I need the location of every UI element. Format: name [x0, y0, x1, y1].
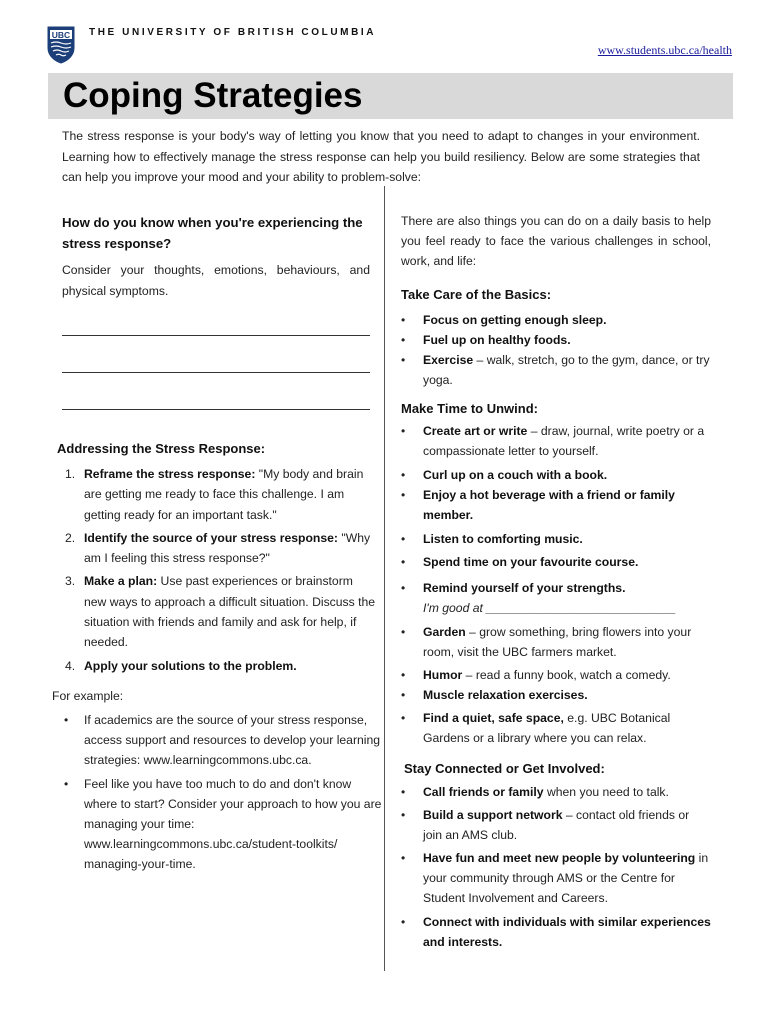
- connect-item: [401, 912, 711, 952]
- university-name: THE UNIVERSITY OF BRITISH COLUMBIA: [89, 27, 377, 38]
- ubc-logo: [46, 26, 76, 64]
- basics-title: Focus on getting enough sleep.: [423, 313, 607, 327]
- step-title: Identify the source of your stress response:: [84, 530, 338, 545]
- addressing-section: [57, 440, 377, 679]
- unwind-title: Curl up on a couch with a book.: [423, 468, 608, 482]
- connect-list: [401, 782, 711, 952]
- bullet-icon: •: [401, 688, 406, 702]
- basics-text: – walk, stretch, go to the gym, dance, or try yoga.: [423, 353, 710, 387]
- step-number: 3.: [65, 574, 76, 589]
- bullet-icon: •: [401, 424, 406, 438]
- health-url-link[interactable]: www.students.ubc.ca/health: [597, 43, 732, 57]
- bullet-icon: •: [401, 668, 406, 682]
- bullet-icon: •: [401, 711, 406, 725]
- connect-title: Have fun and meet new people by volunteering: [423, 851, 696, 865]
- write-in-line-1[interactable]: [62, 335, 370, 336]
- bullet-icon: •: [401, 313, 406, 327]
- unwind-item: [401, 665, 711, 685]
- basics-item: [401, 330, 711, 350]
- unwind-text: e.g. UBC Botanical Gardens or a library where you can relax.: [423, 711, 671, 745]
- unwind-title: Garden: [423, 625, 466, 639]
- example-item: [52, 774, 382, 874]
- step-number: 4.: [65, 658, 76, 673]
- bullet-icon: •: [401, 555, 406, 569]
- unwind-title: Enjoy a hot beverage with a friend or family member.: [423, 488, 675, 522]
- step-item: [57, 528, 377, 569]
- bullet-icon: •: [401, 808, 406, 822]
- unwind-title: Listen to comforting music.: [423, 532, 583, 546]
- connect-title: Build a support network: [423, 808, 563, 822]
- step-text: Use past experiences or brainstorm new ways to approach a difficult situation. Discuss the situation with friends and family and ask for help, if needed.: [84, 574, 376, 650]
- basics-title: Exercise: [423, 353, 474, 367]
- basics-item: [401, 350, 711, 390]
- basics-item: [401, 310, 711, 330]
- unwind-heading: Make Time to Unwind:: [401, 401, 538, 416]
- unwind-item: [401, 578, 711, 618]
- step-text: "My body and brain are getting me ready to face this challenge. I am getting ready for an important task.": [84, 467, 364, 522]
- page-title: Coping Strategies: [63, 76, 363, 115]
- unwind-title: Muscle relaxation exercises.: [423, 688, 588, 702]
- basics-list: [401, 310, 711, 390]
- unwind-item: [401, 485, 711, 525]
- bullet-icon: •: [401, 333, 406, 347]
- examples-list: [52, 710, 382, 874]
- bullet-icon: •: [401, 532, 406, 546]
- column-divider: [384, 186, 385, 971]
- unwind-text: – draw, journal, write poetry or a compassionate letter to yourself.: [423, 424, 705, 458]
- unwind-fill-in: I'm good at ____________________________: [423, 601, 677, 615]
- connect-text: in your community through AMS or the Centre for Student Involvement and Careers.: [423, 851, 709, 905]
- intro-paragraph: The stress response is your body's way of letting you know that you need to adapt to changes in your environment. Learning how to effectively manage the stress response can help you build resiliency. Below are some strategies that can help you improve your mood and your ability to problem-solve:: [62, 129, 700, 185]
- right-intro: There are also things you can do on a daily basis to help you feel ready to face the various challenges in school, work, and life:: [401, 214, 711, 268]
- write-in-line-3[interactable]: [62, 409, 370, 410]
- bullet-icon: •: [401, 488, 406, 502]
- write-in-line-2[interactable]: [62, 372, 370, 373]
- unwind-text: – grow something, bring flowers into your room, visit the UBC farmers market.: [423, 625, 692, 659]
- step-number: 1.: [65, 467, 76, 481]
- step-item: [57, 571, 377, 652]
- bullet-icon: •: [401, 915, 406, 929]
- step-title: Make a plan:: [84, 574, 158, 589]
- unwind-item: [401, 622, 711, 662]
- unwind-item: [401, 685, 711, 705]
- connect-title: Connect with individuals with similar experiences and interests.: [423, 915, 711, 949]
- steps-list: [57, 464, 377, 676]
- bullet-icon: •: [401, 785, 406, 799]
- logo-text: UBC: [51, 30, 71, 40]
- bullet-icon: •: [401, 851, 406, 865]
- connect-item: [401, 848, 711, 908]
- bullet-icon: •: [64, 713, 69, 727]
- example-text: Feel like you have too much to do and don't know where to start? Consider your approach to how you are managing your time: www.learningcommons.ubc.ca/student-toolkits/ managing-your-time.: [84, 777, 382, 871]
- unwind-text: – read a funny book, watch a comedy.: [462, 668, 671, 682]
- step-title: Apply your solutions to the problem.: [84, 658, 297, 673]
- unwind-title: Humor: [423, 668, 463, 682]
- example-item: [52, 710, 382, 770]
- basics-title: Fuel up on healthy foods.: [423, 333, 571, 347]
- connect-text: when you need to talk.: [543, 785, 669, 799]
- bullet-icon: •: [401, 625, 406, 639]
- consider-text: Consider your thoughts, emotions, behaviours, and physical symptoms.: [62, 263, 370, 298]
- bullet-icon: •: [64, 777, 69, 791]
- unwind-item: [401, 552, 711, 572]
- unwind-item: [401, 529, 711, 549]
- connect-item: [401, 782, 711, 802]
- unwind-title: Find a quiet, safe space,: [423, 711, 564, 725]
- left-column: [62, 212, 370, 302]
- connect-title: Call friends or family: [423, 785, 544, 799]
- step-item: [57, 656, 377, 676]
- example-section: [52, 686, 382, 878]
- addressing-heading: Addressing the Stress Response:: [57, 441, 266, 456]
- unwind-item: [401, 465, 711, 485]
- step-number: 2.: [65, 530, 76, 545]
- unwind-title: Create art or write: [423, 424, 528, 438]
- example-text: If academics are the source of your stress response, access support and resources to develop your learning strategies: www.learningcommons.ubc.ca.: [84, 713, 381, 767]
- step-text: "Why am I feeling this stress response?": [84, 530, 371, 566]
- right-column: [401, 211, 711, 952]
- basics-heading: Take Care of the Basics:: [401, 287, 552, 302]
- stress-question-heading: How do you know when you're experiencing the stress response?: [62, 215, 363, 251]
- connect-item: [401, 805, 711, 845]
- connect-heading: Stay Connected or Get Involved:: [404, 761, 605, 776]
- step-item: [57, 464, 377, 525]
- connect-text: – contact old friends or join an AMS club.: [423, 808, 690, 842]
- unwind-title: Remind yourself of your strengths.: [423, 581, 626, 595]
- step-title: Reframe the stress response:: [84, 467, 256, 481]
- unwind-item: [401, 421, 711, 461]
- unwind-title: Spend time on your favourite course.: [423, 555, 639, 569]
- bullet-icon: •: [401, 353, 406, 367]
- unwind-item: [401, 708, 711, 748]
- unwind-list: [401, 421, 711, 748]
- example-label: For example:: [52, 689, 124, 703]
- bullet-icon: •: [401, 581, 406, 595]
- bullet-icon: •: [401, 468, 406, 482]
